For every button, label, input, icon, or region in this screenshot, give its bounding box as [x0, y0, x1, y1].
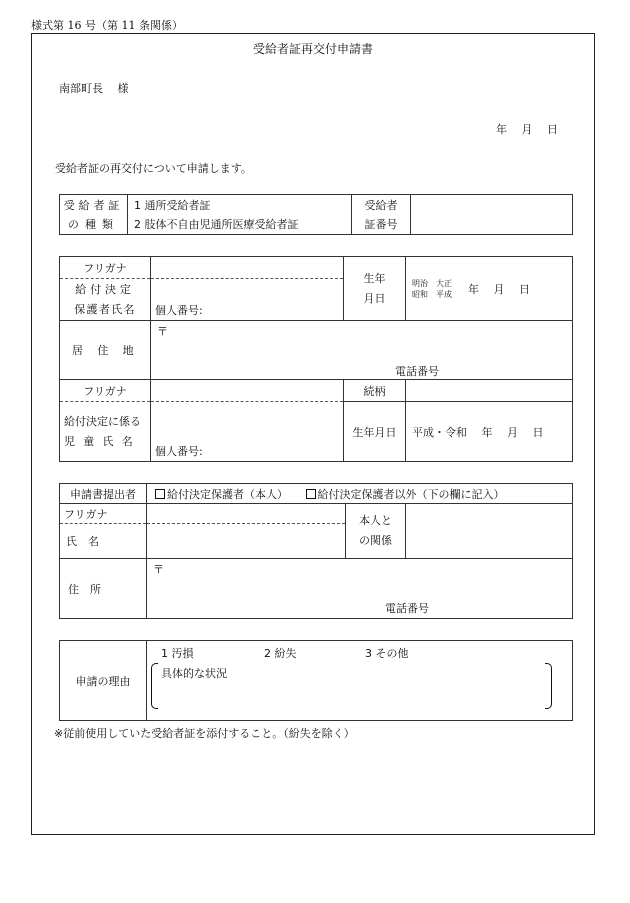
submitter-relation-label-2: の関係	[359, 534, 392, 547]
furigana-label-2: フリガナ	[60, 380, 151, 402]
cert-number-field[interactable]	[411, 195, 573, 235]
era-option-1: 明治 大正	[412, 278, 452, 288]
submitter-name-field[interactable]	[147, 524, 346, 559]
postal-mark: 〒	[157, 325, 168, 338]
submitter-furigana-field[interactable]	[147, 504, 346, 524]
form-code: 様式第 16 号（第 11 条関係）	[31, 19, 183, 32]
guardian-name-field[interactable]	[151, 279, 344, 299]
choice-2-checkbox[interactable]	[306, 488, 505, 501]
choice-1-label: 給付決定保護者（本人）	[167, 487, 288, 501]
left-bracket-icon	[151, 663, 158, 709]
guardian-child-table	[59, 256, 573, 462]
detail-field[interactable]	[161, 681, 531, 705]
child-birth-label: 生年月日	[344, 402, 406, 462]
date-line: 年 月 日	[496, 123, 558, 136]
checkbox-icon	[306, 489, 316, 499]
birth-label-2: 月日	[363, 291, 386, 305]
reason-label: 申請の理由	[60, 641, 147, 721]
reason-option-2[interactable]: 2 紛失	[264, 647, 297, 660]
submitter-address-field[interactable]	[147, 559, 573, 619]
right-bracket-icon	[545, 663, 552, 709]
reason-option-1[interactable]: 1 汚損	[161, 647, 194, 660]
footnote: ※従前使用していた受給者証を添付すること。（紛失を除く）	[54, 727, 355, 740]
choice-2-label: 給付決定保護者以外（下の欄に記入）	[317, 487, 505, 501]
detail-label: 具体的な状況	[161, 667, 227, 680]
submitter-address-label: 住 所	[60, 559, 147, 619]
guardian-personal-number: 個人番号:	[151, 299, 344, 321]
relation-field[interactable]	[406, 380, 573, 402]
form-title: 受給者証再交付申請書	[252, 42, 373, 56]
reason-table	[59, 640, 573, 721]
guardian-label-2: 保護者氏名	[60, 299, 151, 321]
address-label: 居住地	[60, 321, 151, 380]
guardian-birth-field[interactable]	[406, 257, 573, 321]
child-birth-value: 平成・令和 年 月 日	[406, 402, 573, 462]
guardian-birth-ymd: 年 月 日	[468, 282, 530, 296]
child-label-2: 児童氏名	[64, 434, 141, 448]
era-option-2: 昭和 平成	[412, 289, 452, 299]
intro-text: 受給者証の再交付について申請します。	[55, 162, 252, 175]
cert-type-label-2: の種類	[60, 215, 128, 235]
reason-option-3[interactable]: 3 その他	[365, 647, 409, 660]
relation-label: 続柄	[344, 380, 406, 402]
submitter-phone-label: 電話番号	[385, 602, 429, 615]
certificate-type-table	[59, 194, 573, 235]
guardian-furigana-field[interactable]	[151, 257, 344, 279]
submitter-label: 申請書提出者	[60, 484, 147, 504]
child-label-1: 給付決定に係る	[64, 414, 141, 428]
guardian-label-1: 給付決定	[60, 279, 151, 299]
submitter-relation-field[interactable]	[406, 504, 573, 559]
checkbox-icon	[155, 489, 165, 499]
submitter-relation-label-1: 本人と	[359, 514, 392, 527]
submitter-postal-mark: 〒	[153, 563, 164, 576]
submitter-name-label: 氏 名	[60, 524, 147, 559]
cert-type-label-1: 受給者証	[60, 195, 128, 215]
choice-1-checkbox[interactable]	[155, 488, 288, 501]
birth-label-1: 生年	[363, 271, 386, 285]
cert-option-2: 2 肢体不自由児通所医療受給者証	[128, 215, 352, 235]
cert-number-label-2: 証番号	[352, 215, 411, 235]
phone-label: 電話番号	[395, 365, 439, 378]
submitter-furigana-label: フリガナ	[60, 504, 147, 524]
addressee: 南部町長 様	[59, 82, 129, 95]
child-furigana-field[interactable]	[151, 380, 344, 402]
address-field[interactable]	[151, 321, 573, 380]
child-personal-number: 個人番号:	[151, 402, 344, 462]
submitter-table	[59, 483, 573, 619]
cert-number-label-1: 受給者	[352, 195, 411, 215]
furigana-label: フリガナ	[60, 257, 151, 279]
cert-option-1: 1 通所受給者証	[128, 195, 352, 215]
